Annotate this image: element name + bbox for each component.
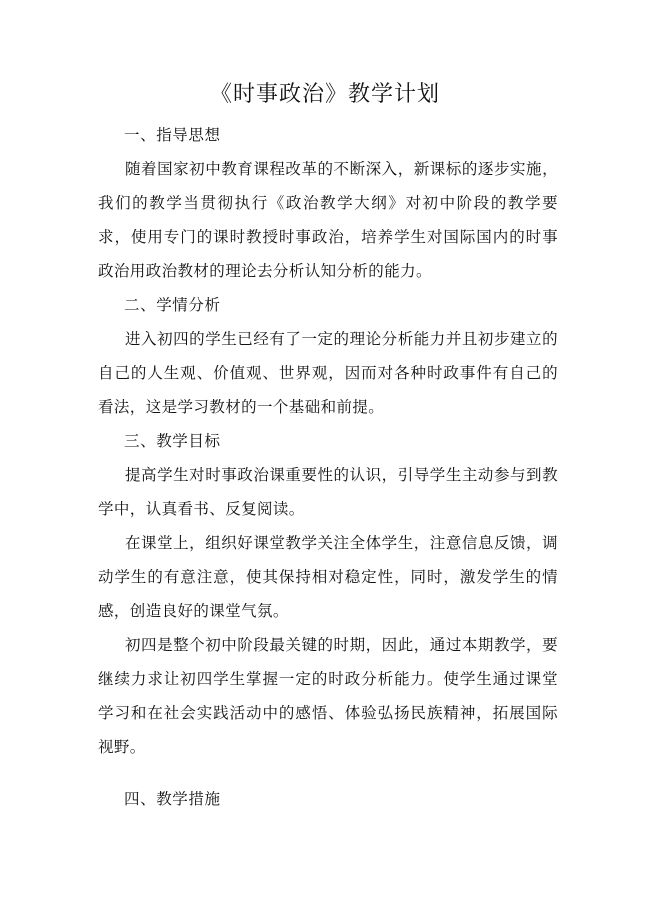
section-heading-teaching-measures: 四、教学措施	[124, 790, 221, 808]
document-title: 《时事政治》教学计划	[209, 82, 440, 107]
paragraph-teaching-goals-1: 提高学生对时事政治课重要性的认识，引导学生主动参与到教学中，认真看书、反复阅读。	[98, 466, 558, 518]
section-heading-guiding-ideology: 一、指导思想	[124, 126, 221, 144]
section-heading-student-analysis: 二、学情分析	[124, 296, 221, 314]
section-heading-teaching-goals: 三、教学目标	[124, 432, 221, 450]
paragraph-teaching-goals-3: 初四是整个初中阶段最关键的时期，因此，通过本期教学，要继续力求让初四学生掌握一定的时政分析能力。使学生通过课堂学习和在社会实践活动中的感悟、体验弘扬民族精神，拓展国际视野。	[98, 636, 558, 756]
paragraph-teaching-goals-2: 在课堂上，组织好课堂教学关注全体学生，注意信息反馈，调动学生的有意注意，使其保持相对稳定性，同时，激发学生的情感，创造良好的课堂气氛。	[98, 534, 558, 620]
paragraph-guiding-ideology: 随着国家初中教育课程改革的不断深入，新课标的逐步实施，我们的教学当贯彻执行《政治教学大纲》对初中阶段的教学要求，使用专门的课时教授时事政治，培养学生对国际国内的时事政治用政治教材的理论去分析认知分析的能力。	[98, 160, 558, 280]
paragraph-student-analysis: 进入初四的学生已经有了一定的理论分析能力并且初步建立的自己的人生观、价值观、世界观，因而对各种时政事件有自己的看法，这是学习教材的一个基础和前提。	[98, 330, 558, 416]
